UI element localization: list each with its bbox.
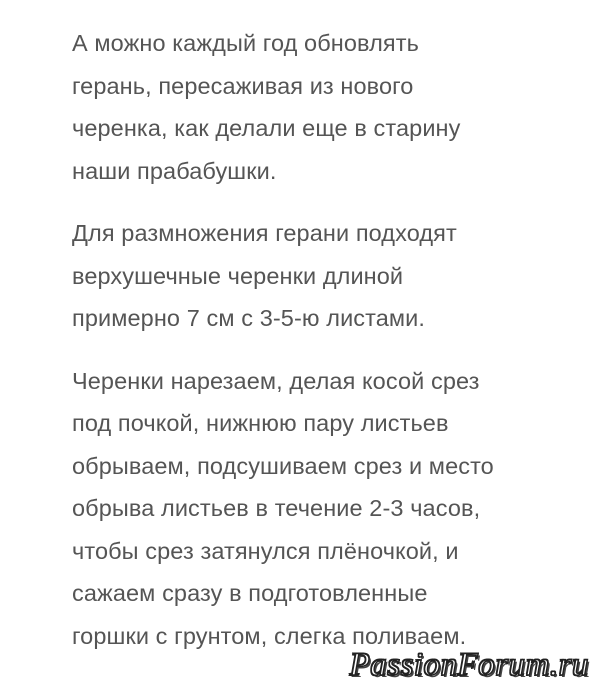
text-line: обрываем, подсушиваем срез и место <box>72 452 494 479</box>
text-line: черенка, как делали еще в старину <box>72 115 461 141</box>
paragraph-1 <box>72 22 592 192</box>
text-line: под почкой, нижнюю пару листьев <box>72 410 449 436</box>
watermark: PassionForum.ru <box>349 647 589 683</box>
paragraph-2 <box>72 212 592 340</box>
text-line: сажаем сразу в подготовленные <box>72 580 428 606</box>
text-line: Для размножения герани подходят <box>72 220 457 246</box>
text-line: наши прабабушки. <box>72 157 277 184</box>
text-line: герань, пересаживая из нового <box>72 72 414 99</box>
text-line: чтобы срез затянулся плёночкой, и <box>72 537 459 564</box>
text-line: А можно каждый год обновлять <box>72 30 419 56</box>
paragraph-3 <box>72 360 592 658</box>
text-line: горшки с грунтом, слегка поливаем. <box>72 622 467 649</box>
text-line: примерно 7 см с 3-5-ю листами. <box>72 305 426 331</box>
text-line: верхушечные черенки длиной <box>72 262 404 289</box>
text-line: обрыва листьев в течение 2-3 часов, <box>72 495 481 521</box>
article-body <box>72 22 592 677</box>
text-line: Черенки нарезаем, делая косой срез <box>72 367 480 394</box>
